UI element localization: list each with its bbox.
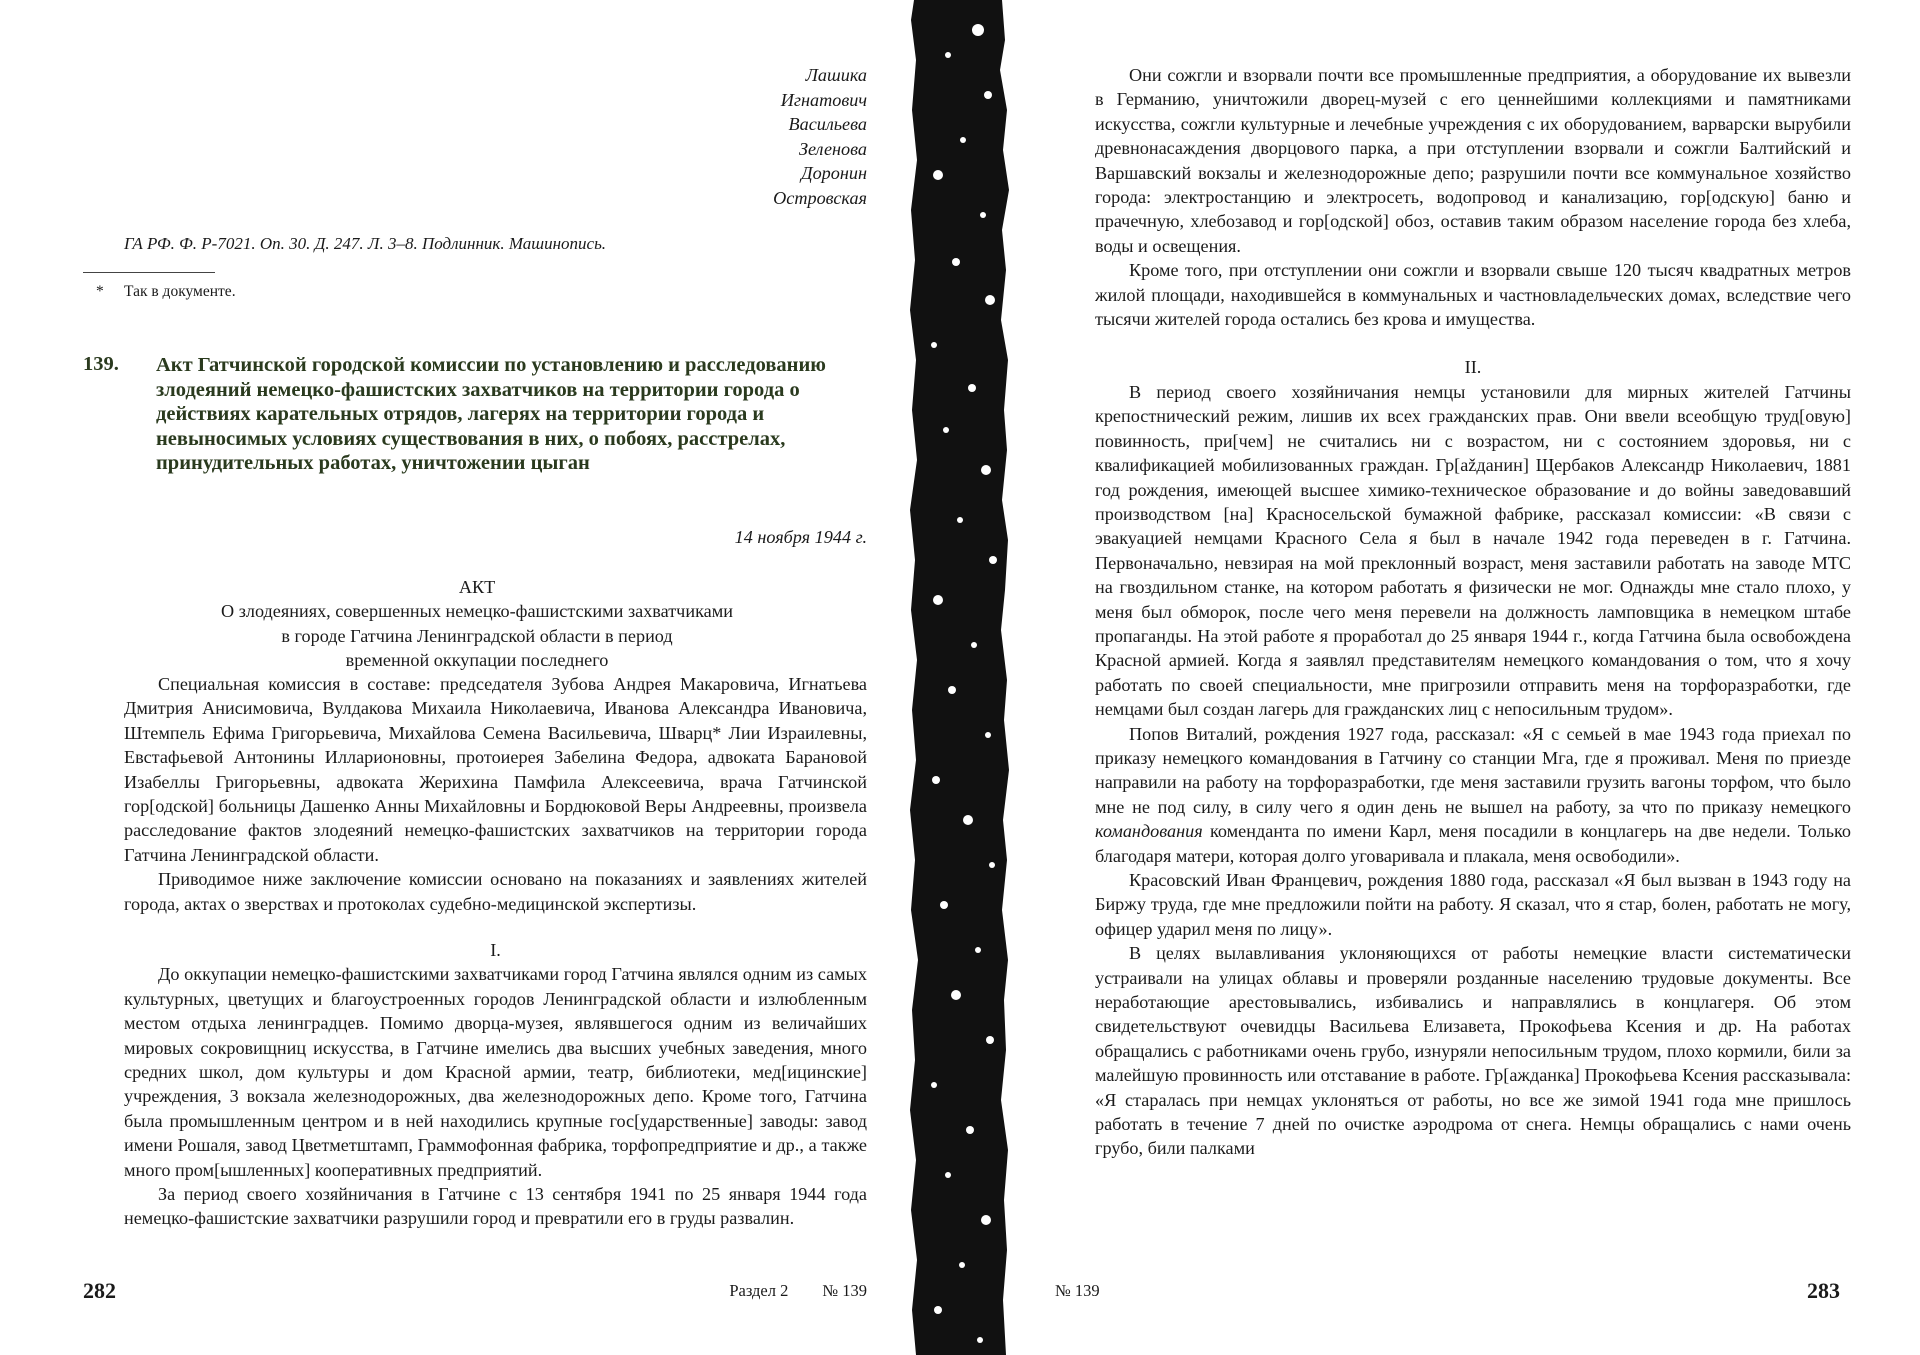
footnote <box>96 283 236 301</box>
running-doc-number: № 139 <box>1055 1281 1100 1300</box>
document-number: 139. <box>83 353 119 375</box>
paragraph: До оккупации немецко-фашистскими захватчиками город Гатчина являлся одним из самых культурных, цветущих и благоустроенных городов Ленинградской области и излюбленным местом отдыха ленинградцев. Помимо дворца-музея, являвшегося одним из величайших мировых сокровищниц искусства, в Гатчине имелись два высших учебных заведения, много средних школ, дом культуры и дом Красной армии, театр, библиотеки, мед[ицинские] учреждения, 3 вокзала железнодорожных, два железнодорожных депо. Кроме того, Гатчина была промышленным центром и в ней находились крупные гос[ударственные] заводы: завод имени Рошаля, завод Цветметштамп, Граммофонная фабрика, торфопредприятие и др., а также много пром[ышленных] кооперативных предприятий. <box>124 964 867 1180</box>
running-footer <box>729 1281 867 1301</box>
signature: Васильева <box>788 114 867 134</box>
footnote-divider <box>83 272 215 273</box>
footnote-mark: * <box>96 283 104 300</box>
section-label: II. <box>1464 357 1482 378</box>
scan-gutter-shadow <box>908 0 1012 1355</box>
signature: Лашика <box>805 65 867 85</box>
signature: Доронин <box>801 163 867 183</box>
signature-list <box>773 63 867 210</box>
gutter-shadow-shape <box>910 0 1009 1355</box>
signature: Островская <box>773 187 867 208</box>
archive-reference: ГА РФ. Ф. Р-7021. Оп. 30. Д. 247. Л. 3–8. Подлинник. Машинопись. <box>124 234 607 253</box>
running-section: Раздел 2 <box>729 1281 789 1300</box>
act-heading-line: АКТ <box>458 577 496 597</box>
left-body-text <box>124 672 867 916</box>
act-heading-line: в городе Гатчина Ленинградской области в период <box>281 625 673 646</box>
paragraph-popov <box>1095 722 1851 868</box>
paragraph: За период своего хозяйничания в Гатчине с 13 сентября 1941 по 25 января 1944 года немецко-фашистские захватчики разрушили город и превратили его в груды развалин. <box>124 1184 867 1229</box>
paragraph: Кроме того, при отступлении они сожгли и взорвали свыше 120 тысяч квадратных метров жилой площади, находившейся в коммунальных и частновладельческих домах, вследствие чего тысячи жителей города остались без крова и имущества. <box>1095 260 1851 330</box>
signature: Зеленова <box>798 138 867 159</box>
paragraph: Специальная комиссия в составе: председателя Зубова Андрея Макаровича, Игнатьева Дмитрия Анисимовича, Вулдакова Михаила Николаевича, Иванова Александра Ивановича, Штемпель Ефима Григорьевича, Михайлова Семена Васильевича, Шварц* Лии Израилевны, Евстафьевой Антонины Илларионовны, протоиерея Забелина Федора, адвоката Барановой Изабеллы Григорьевны, адвоката Жерихина Памфила Алексеевича, врача Гатчинской гор[одской] больницы Дашенко Анны Михайловны и Бордюковой Веры Андреевны, произвела расследование фактов злодеяний немецко-фашистских захватчиков на территории города Гатчина Ленинградской области. <box>124 674 867 865</box>
signature: Игнатович <box>780 89 867 110</box>
section-label: I. <box>490 940 501 960</box>
right-body-text <box>1095 63 1851 1161</box>
page-number: 282 <box>83 1278 116 1303</box>
act-heading-line: О злодеяниях, совершенных немецко-фашистскими захватчиками <box>221 601 733 622</box>
act-heading-line: временной оккупации последнего <box>345 650 609 671</box>
paragraph: В период своего хозяйничания немцы установили для мирных жителей Гатчины крепостнический режим, лишив их всех гражданских прав. Они ввели всеобщую труд[овую] повинность, при[чем] не считались ни с возрастом, ни с состоянием здоровья, ни с квалификацией мобилизованных граждан. Гр[ažданин] Щербаков Александр Николаевич, 1881 год рождения, имеющей высшее химико-техническое образование и до войны заведовавший производством [на] Красносельской бумажной фабрике, рассказал комиссии: «В связи с эвакуацией немцами Красного Села я был в начале 1942 года переведен в г. Гатчина. Первоначально, невзирая на мой преклонный возраст, меня заставили работать на заводе МТС на гвоздильном станке, на котором работать я физически не мог. Однажды мне стало плохо, у меня был обморок, после чего меня перевели на должность ламповщика в немецком штабе пропаганды. На этой работе я проработал до 25 января 1944 г., когда Гатчина была освобождена Красной армией. Когда я заявлял представителям немецкого командования о том, что я хочу работать по своей специальности, мне пригрозили отправить меня на торфоразработки, где немцами был создан лагерь для гражданских лиц с непосильным трудом». <box>1095 381 1851 720</box>
running-doc-number: № 139 <box>822 1281 867 1300</box>
section-1 <box>124 938 867 1231</box>
act-heading <box>124 575 830 673</box>
footnote-text: Так в документе. <box>124 283 236 300</box>
paragraph-text: коменданта по имени Карл, меня посадили в концлагерь на две недели. Только благодаря матери, которая долго уговаривала и плакала, меня освободили». <box>1095 821 1851 866</box>
paragraph: Приводимое ниже заключение комиссии основано на показаниях и заявлениях жителей города, актах о зверствах и протоколах судебно-медицинской экспертизы. <box>124 869 867 914</box>
paragraph-text: Попов Виталий, рождения 1927 года, рассказал: «Я с семьей в мае 1943 года приехал по приказу немецкого командования в Гатчину со станции Мга, где я проживал. Меня по приезде направили на работу на торфоразработки, где меня заставили грузить вагоны торфом, что было мне не под силу, в силу чего я один день не вышел на работу, за что по приказу немецкого <box>1095 723 1851 817</box>
left-page <box>0 0 908 1355</box>
right-page <box>1012 0 1920 1355</box>
paragraph: Они сожгли и взорвали почти все промышленные предприятия, а оборудование их вывезли в Германию, уничтожили дворец-музей с его ценнейшими коллекциями и памятниками искусства, сожгли культурные и лечебные учреждения с их оборудованием, варварски вырубили древнонасаждения дворцового парка, а при отступлении взорвали и сожгли Балтийский и Варшавский вокзалы и железнодорожные депо; разрушили почти все коммунальное хозяйство города: электростанцию и электросеть, водопровод и канализацию, гор[одскую] баню и прачечную, хлебозавод и гор[одской] обоз, оставив таким образом население города без хлеба, воды и освещения. <box>1095 65 1851 256</box>
paragraph: В целях вылавливания уклоняющихся от работы немецкие власти систематически устраивали на улицах облавы и проверяли розданные населению трудовые документы. Все неработающие арестовывались, избивались и направлялись в концлагеря. Об этом свидетельствуют очевидцы Васильева Елизавета, Прокофьева Ксения и др. На работах обращались с работниками очень грубо, изнуряли непосильным трудом, плохо кормили, били за малейшую провинность или отставание в работе. Гр[ажданка] Прокофьева Ксения рассказывала: «Я старалась при немцах уклоняться от работы, но все же зимой 1941 года мне пришлось работать в течение 7 дней по очистке аэродрома от снега. Немцы обращались с нами очень грубо, били палками <box>1095 943 1851 1159</box>
page-number: 283 <box>1807 1278 1840 1303</box>
document-date: 14 ноября 1944 г. <box>734 527 867 547</box>
paragraph: Красовский Иван Францевич, рождения 1880 года, рассказал «Я был вызван в 1943 году на Биржу труда, где мне предложили пойти на работу. Я сказал, что я стар, болен, работать не могу, офицер ударил меня по лицу». <box>1095 870 1851 939</box>
italic-word: командования <box>1095 821 1203 842</box>
document-title: Акт Гатчинской городской комиссии по установлению и расследованию злодеяний немецко-фашистских захватчиков на территории города о действиях карательных отрядов, лагерях на территории города и невыносимых условиях существования в них, о побоях, расстрелах, принудительных работах, уничтожении цыган <box>156 354 826 475</box>
